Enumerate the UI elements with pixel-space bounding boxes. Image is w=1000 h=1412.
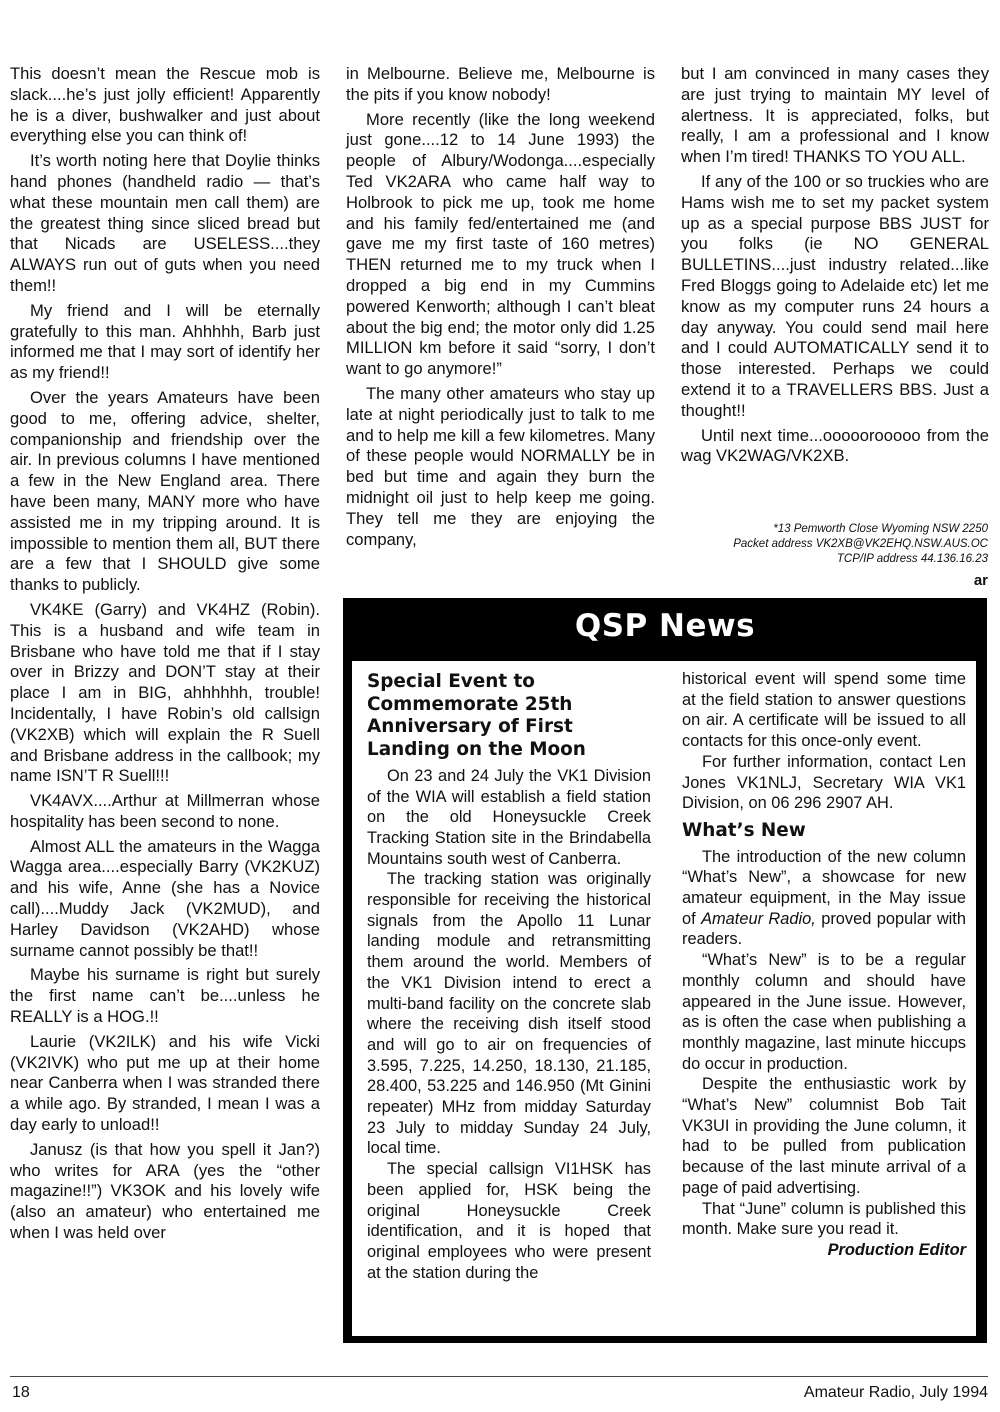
paragraph: VK4AVX....Arthur at Millmerran whose hospitality has been second to none. xyxy=(10,791,320,831)
paragraph: It’s worth noting here that Doylie thinks hand phones (handheld radio — that’s what these mountain men call them) are the greatest thing since sliced bread but that Nicads are USELESS....they ALWAYS run out of guts when you need them!! xyxy=(10,151,320,295)
article-column-3 xyxy=(681,64,989,471)
paragraph: My friend and I will be eternally gratefully to this man. Ahhhhh, Barb just informed me that I may sort of identify her as my friend!! xyxy=(10,300,320,383)
paragraph: historical event will spend some time at the field station to answer questions on air. A certificate will be issued to all contacts for this once-only event. xyxy=(682,670,966,751)
paragraph-text: The introduction of the new column “What’s New”, a showcase for new amateur equipment, in the May issue of xyxy=(682,847,966,928)
magazine-name: Amateur Radio, xyxy=(701,909,816,928)
paragraph: Almost ALL the amateurs in the Wagga Wagga area....especially Barry (VK2KUZ) and his wife, Anne (she has a Novice call)....Muddy Jack (VK2MUD), and Harley Davidson (VK2AHD) whose surname cannot possibly be that!! xyxy=(10,836,320,960)
paragraph: Over the years Amateurs have been good to me, offering advice, shelter, companionship and friendship over the air. In previous columns I have mentioned a few in the New England area. There have been many, MANY more who have assisted me in my tripping around. It is impossible to mention them all, BUT there are a few that I SHOULD give some thanks to publicly. xyxy=(10,387,320,595)
paragraph: Maybe his surname is right but surely the first name can’t be....unless he REALLY is a HOG.!! xyxy=(10,965,320,1027)
paragraph: in Melbourne. Believe me, Melbourne is the pits if you know nobody! xyxy=(346,64,655,104)
special-event-heading: Special Event to Commemorate 25th Anniversary of First Landing on the Moon xyxy=(367,671,586,761)
signature: Production Editor xyxy=(827,1240,966,1259)
paragraph: Janusz (is that how you spell it Jan?) who writes for ARA (yes the “other magazine!!”) VK3OK and his lovely wife (also an amateur) who entertained me when I was held over xyxy=(10,1139,320,1243)
paragraph: This doesn’t mean the Rescue mob is slack....he’s just jolly efficient! Apparently he is a diver, bushwalker and just about everything else you can think of! xyxy=(10,64,320,146)
paragraph: “What’s New” is to be a regular monthly column and should have appeared in the June issue. However, as is often the case when publishing a monthly magazine, last minute hiccups do occur in production. xyxy=(682,951,966,1073)
paragraph: Until next time...ooooorooooo from the wag VK2WAG/VK2XB. xyxy=(681,425,989,466)
paragraph: For further information, contact Len Jones VK1NLJ, Secretary WIA VK1 Division, on 06 296 2907 AH. xyxy=(682,752,966,813)
packet-address: Packet address VK2XB@VK2EHQ.NSW.AUS.OC xyxy=(733,538,988,550)
paragraph: VK4KE (Garry) and VK4HZ (Robin). This is a husband and wife team in Brisbane who have told me that if I stay over in Brizzy and DON’T stay at their place I am in BIG, ahhhhhh, trouble! Incidentally, I have Robin’s old callsign (VK2XB) which will explain the R Suell and Brisbane address in the callbook; my name ISN’T R Suell!!! xyxy=(10,599,320,786)
qsp-column-1 xyxy=(367,669,651,1283)
paragraph: Laurie (VK2ILK) and his wife Vicki (VK2IVK) who put me up at their home near Canberra when I was stranded there a while ago. By stranded, I mean I was a day early to unload!! xyxy=(10,1031,320,1135)
footer-publication: Amateur Radio, July 1994 xyxy=(803,1384,988,1401)
article-end-mark: ar xyxy=(973,572,988,589)
paragraph: The many other amateurs who stay up late at night periodically just to talk to me and to help me kill a few kilometres. Many of these people would NORMALLY be in bed but time and again they burn the midnight oil just to help keep me going. They tell me they are enjoying the company, xyxy=(346,383,655,549)
address-line: *13 Pemworth Close Wyoming NSW 2250 xyxy=(773,523,988,535)
paragraph: Despite the enthusiastic work by “What’s New” columnist Bob Tait VK3UI in providing the June column, it had to be pulled from publication because of the last minute arrival of a page of paid advertising. xyxy=(682,1075,966,1197)
paragraph: The special callsign VI1HSK has been applied for, HSK being the original Honeysuckle Creek identification, and it is hoped that original employees who were present at the station during the xyxy=(367,1160,651,1282)
page-number: 18 xyxy=(12,1384,30,1401)
paragraph: but I am convinced in many cases they are just trying to maintain MY level of alertness. It is appreciated, folks, but really, I am a professional and I know when I’m tired! THANKS TO YOU ALL. xyxy=(681,64,989,167)
paragraph: That “June” column is published this month. Make sure you read it. xyxy=(682,1199,966,1239)
paragraph: The tracking station was originally responsible for receiving the historical signals from the Apollo 11 Lunar landing module and retransmitting them around the world. Members of the VK1 Division intend to erect a multi-band facility on the concrete slab where the receiving dish itself stood and will go to air on frequencies of 3.595, 7.225, 14.250, 18.130, 21.185, 28.400, 53.225 and 146.950 (Mt Ginini repeater) MHz from midday Saturday 23 July to midday Sunday 24 July, local time. xyxy=(367,870,651,1158)
footer-rule xyxy=(10,1376,988,1377)
paragraph-text: proved popular with readers. xyxy=(682,909,966,949)
whats-new-heading: What’s New xyxy=(682,819,806,841)
qsp-news-title: QSP News xyxy=(574,608,756,644)
paragraph xyxy=(682,847,966,951)
author-address xyxy=(668,522,988,567)
qsp-news-content xyxy=(352,661,976,1336)
article-column-2 xyxy=(346,64,655,554)
article-column-1 xyxy=(10,64,320,1248)
paragraph: On 23 and 24 July the VK1 Division of the WIA will establish a field station on the old Honeysuckle Creek Tracking Station site in the Brindabella Mountains south west of Canberra. xyxy=(367,766,651,868)
qsp-news-box xyxy=(343,598,987,1343)
paragraph: If any of the 100 or so truckies who are Hams wish me to set my packet system up as a special purpose BBS JUST for you folks (ie NO GENERAL BULLETINS....just industry related...like Fred Bloggs going to Adelaide etc) let me know as my computer runs 24 hours a day anyway. You could send mail here and I could AUTOMATICALLY send it to those interested. Perhaps we could extend it to a TRAVELLERS BBS. Just a thought!! xyxy=(681,171,989,420)
qsp-column-2 xyxy=(682,669,966,1261)
paragraph: More recently (like the long weekend just gone....12 to 14 June 1993) the people of Albury/Wodonga....especially Ted VK2ARA who came half way to Holbrook to pick me up, took me home and his family fed/entertained me (and gave me my first taste of 160 metres) THEN returned me to my truck when I dropped a big end in my Cummins powered Kenworth; although I can’t bleat about the big end; the motor only did 1.25 MILLION km before it said “sorry, I don’t want to go anymore!” xyxy=(346,109,655,379)
tcpip-address: TCP/IP address 44.136.16.23 xyxy=(836,553,988,565)
